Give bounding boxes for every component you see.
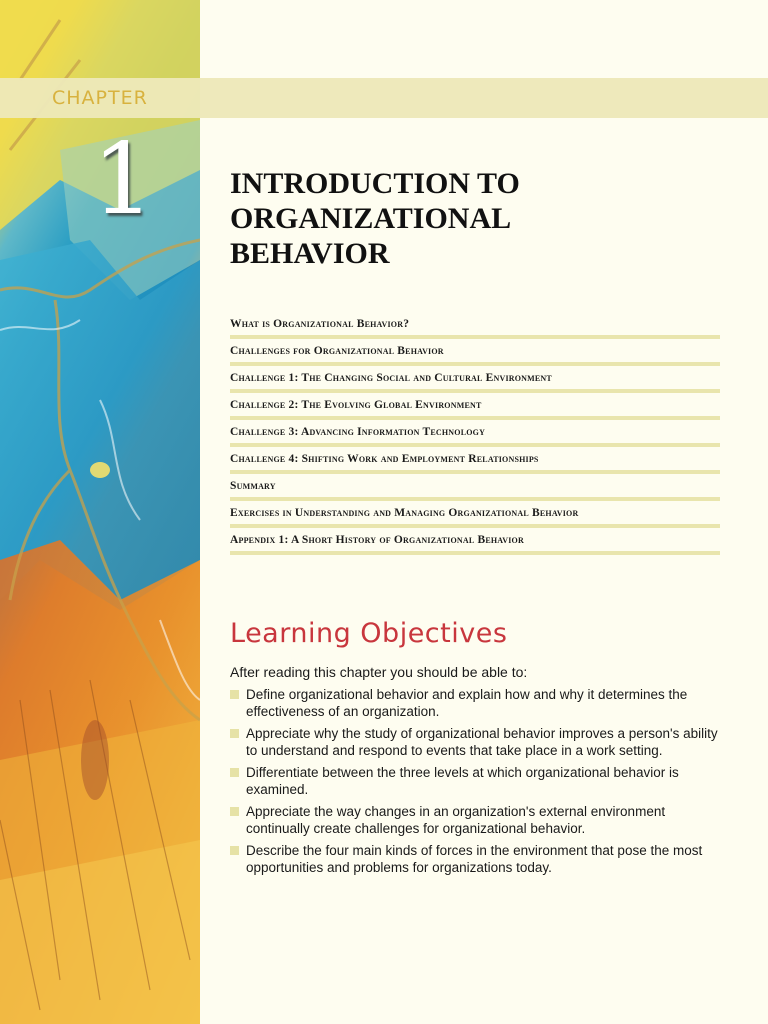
- objective-text: Appreciate the way changes in an organization's external environment continually create challenges for organizational behavior.: [246, 804, 666, 836]
- outline-item: Challenge 2: The Evolving Global Environment: [230, 393, 720, 420]
- outline-item: Exercises in Understanding and Managing Organizational Behavior: [230, 501, 720, 528]
- objective-text: Appreciate why the study of organizational behavior improves a person's ability to understand and respond to events that take place in a work setting.: [246, 726, 718, 758]
- chapter-title: INTRODUCTION TO ORGANIZATIONAL BEHAVIOR: [230, 167, 520, 270]
- outline-item: Challenge 4: Shifting Work and Employment Relationships: [230, 447, 720, 474]
- square-bullet-icon: [230, 807, 239, 816]
- outline-item: Summary: [230, 474, 720, 501]
- square-bullet-icon: [230, 768, 239, 777]
- objective-text: Describe the four main kinds of forces in the environment that pose the most opportunities and problems for organizations today.: [246, 843, 703, 875]
- chapter-label: CHAPTER: [52, 87, 148, 109]
- objective-item: [230, 725, 722, 759]
- chapter-outline: [230, 312, 720, 555]
- outline-item: Challenge 3: Advancing Information Technology: [230, 420, 720, 447]
- learning-objectives-heading: Learning Objectives: [230, 618, 508, 649]
- objective-text: Define organizational behavior and explain how and why it determines the effectiveness of an organization.: [246, 687, 688, 719]
- chapter-number: 1: [92, 123, 155, 237]
- square-bullet-icon: [230, 729, 239, 738]
- objective-item: [230, 686, 722, 720]
- objective-item: [230, 803, 722, 837]
- learning-objectives-intro: After reading this chapter you should be able to:: [230, 664, 528, 680]
- outline-item: Challenge 1: The Changing Social and Cultural Environment: [230, 366, 720, 393]
- learning-objectives-list: [230, 686, 722, 881]
- objective-text: Differentiate between the three levels at which organizational behavior is examined.: [246, 765, 679, 797]
- square-bullet-icon: [230, 690, 239, 699]
- objective-item: [230, 764, 722, 798]
- square-bullet-icon: [230, 846, 239, 855]
- objective-item: [230, 842, 722, 876]
- outline-item: Challenges for Organizational Behavior: [230, 339, 720, 366]
- outline-item: What is Organizational Behavior?: [230, 312, 720, 339]
- outline-item: Appendix 1: A Short History of Organizational Behavior: [230, 528, 720, 555]
